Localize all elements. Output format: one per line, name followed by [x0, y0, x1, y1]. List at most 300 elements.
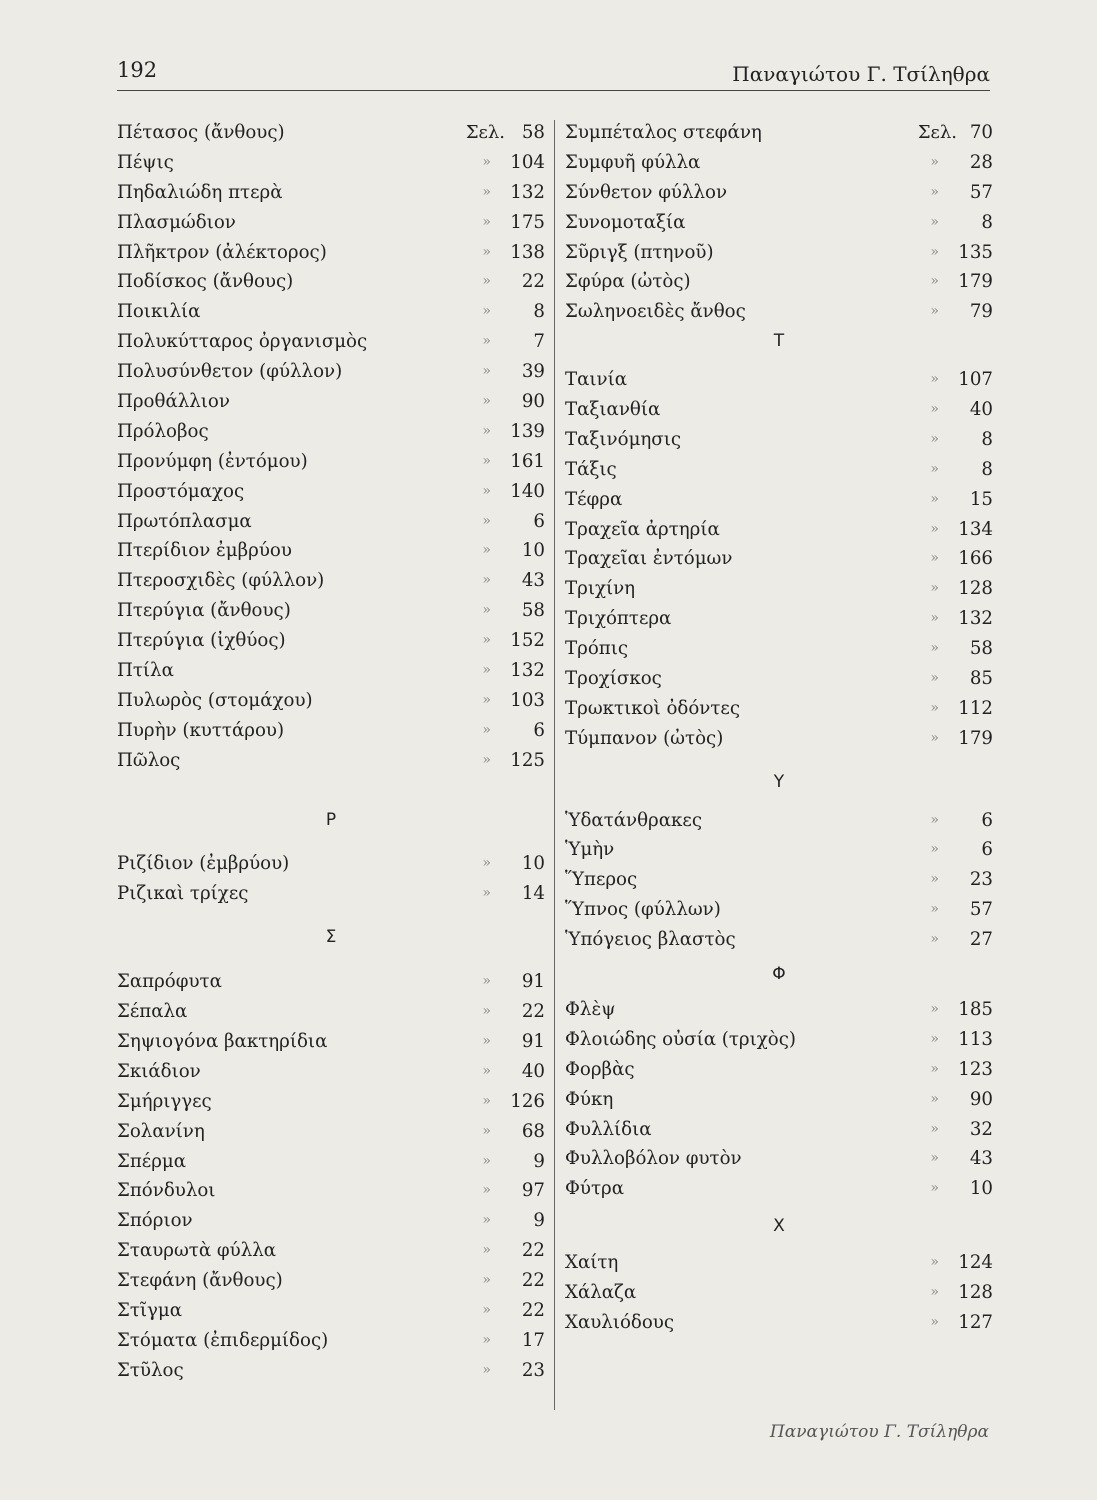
- index-entry: [117, 746, 545, 776]
- index-entry: [565, 724, 993, 754]
- ditto-mark: »: [482, 1361, 491, 1378]
- index-term: Συνομοταξία: [565, 211, 686, 233]
- ditto-mark: »: [482, 602, 491, 619]
- index-entry: [565, 694, 993, 724]
- index-entry: [565, 1144, 993, 1174]
- index-entry: [117, 1057, 545, 1087]
- page-ref-number: 91: [521, 971, 545, 993]
- ditto-mark: »: [930, 1180, 939, 1197]
- index-term: Πηδαλιώδη πτερὰ: [117, 181, 283, 203]
- index-term: Ταξιανθία: [565, 399, 661, 421]
- section-letter-rho: Ρ: [325, 809, 337, 830]
- ditto-mark: »: [930, 1254, 939, 1271]
- entry-group: [117, 118, 545, 776]
- index-entry: [117, 1356, 545, 1386]
- ditto-mark: »: [930, 841, 939, 858]
- index-entry: [117, 208, 545, 238]
- ditto-mark: »: [930, 460, 939, 477]
- page-ref-number: 97: [521, 1180, 545, 1202]
- page-ref-number: 90: [969, 1088, 993, 1110]
- index-term: Πολυκύτταρος ὀργανισμὸς: [117, 331, 368, 353]
- ditto-mark: »: [482, 213, 491, 230]
- index-term: Σκιάδιον: [117, 1060, 201, 1082]
- ditto-mark: »: [482, 482, 491, 499]
- index-entry: [117, 447, 545, 477]
- ditto-mark: »: [482, 721, 491, 738]
- page-ref-number: 39: [521, 361, 545, 383]
- index-term: Τριχόπτερα: [565, 608, 672, 630]
- ditto-mark: »: [930, 371, 939, 388]
- ditto-mark: »: [482, 542, 491, 559]
- page-ref-number: 57: [969, 181, 993, 203]
- index-term: Τρωκτικοὶ ὀδόντες: [565, 697, 741, 719]
- index-entry: [117, 1236, 545, 1266]
- index-entry: [117, 716, 545, 746]
- page-ref-number: 6: [533, 719, 545, 741]
- index-term: Προνύμφη (ἐντόμου): [117, 450, 308, 472]
- index-term: Συμφυῆ φύλλα: [565, 151, 701, 173]
- page-ref-number: 124: [958, 1252, 993, 1274]
- index-term: Πτερύγια (ἰχθύος): [117, 630, 286, 652]
- index-term: Πολυσύνθετον (φύλλον): [117, 361, 343, 383]
- ditto-mark: »: [482, 1032, 491, 1049]
- index-term: Σαπρόφυτα: [117, 971, 222, 993]
- section-letter-tau: Τ: [773, 331, 785, 352]
- ditto-mark: »: [482, 512, 491, 529]
- column-divider: [554, 120, 555, 1410]
- index-entry: [117, 596, 545, 626]
- index-term: Φλοιώδης οὐσία (τριχὸς): [565, 1028, 797, 1050]
- page-ref-number: 128: [958, 1281, 993, 1303]
- ditto-mark: »: [930, 1060, 939, 1077]
- ditto-mark: »: [482, 1003, 491, 1020]
- ditto-mark: »: [930, 640, 939, 657]
- ditto-mark: »: [930, 1090, 939, 1107]
- index-term: Σφύρα (ὠτὸς): [565, 271, 691, 293]
- index-entry: [117, 1266, 545, 1296]
- index-term: Σῦριγξ (πτηνοῦ): [565, 241, 714, 263]
- index-entry: [565, 267, 993, 297]
- index-entry: [117, 967, 545, 997]
- index-entry: [565, 865, 993, 895]
- index-entry: [117, 178, 545, 208]
- page-ref-number: 32: [969, 1118, 993, 1140]
- index-term: Ὕπνος (φύλλων): [565, 899, 721, 921]
- index-term: Σέπαλα: [117, 1001, 188, 1023]
- index-term: Ποικιλία: [117, 301, 201, 323]
- index-entry: [565, 664, 993, 694]
- index-term: Πτεροσχιδὲς (φύλλον): [117, 570, 325, 592]
- index-term: Τραχεῖαι ἐντόμων: [565, 548, 733, 570]
- ditto-mark: »: [482, 1212, 491, 1229]
- section-letter-phi: Φ: [772, 964, 786, 985]
- ditto-mark: »: [930, 931, 939, 948]
- index-term: Πλασμώδιον: [117, 211, 236, 233]
- page-ref-number: 140: [510, 480, 545, 502]
- ditto-mark: »: [482, 393, 491, 410]
- index-entry: [117, 477, 545, 507]
- index-entry: [117, 1147, 545, 1177]
- ditto-mark: »: [482, 855, 491, 872]
- index-entry: [565, 118, 993, 148]
- ditto-mark: »: [930, 610, 939, 627]
- ditto-mark: »: [930, 183, 939, 200]
- page-ref-number: 40: [521, 1060, 545, 1082]
- index-entry: [117, 1326, 545, 1356]
- page-ref-number: 22: [521, 1299, 545, 1321]
- index-term: Σπέρμα: [117, 1150, 187, 1172]
- page-ref-number: 175: [510, 211, 545, 233]
- index-term: Στεφάνη (ἄνθους): [117, 1270, 283, 1292]
- ditto-mark: »: [482, 632, 491, 649]
- ditto-mark: »: [930, 520, 939, 537]
- ditto-mark: »: [930, 901, 939, 918]
- index-term: Τέφρα: [565, 488, 623, 510]
- index-term: Ὑμὴν: [565, 839, 615, 861]
- index-term: Πτερίδιον ἐμβρύου: [117, 540, 292, 562]
- page-ref-number: 179: [958, 271, 993, 293]
- index-term: Σμήριγγες: [117, 1090, 212, 1112]
- index-entry: [117, 997, 545, 1027]
- page-ref-number: 17: [521, 1329, 545, 1351]
- ditto-mark: »: [482, 1062, 491, 1079]
- index-entry: [565, 895, 993, 925]
- page-ref-number: 6: [981, 809, 993, 831]
- index-entry: [565, 365, 993, 395]
- index-entry: [117, 686, 545, 716]
- ditto-mark: »: [482, 751, 491, 768]
- index-term: Ὕπερος: [565, 869, 638, 891]
- index-entry: [565, 238, 993, 268]
- ditto-mark: »: [482, 662, 491, 679]
- page-ref-number: 58: [521, 600, 545, 622]
- ditto-mark: »: [482, 363, 491, 380]
- index-entry: [117, 327, 545, 357]
- index-entry: [565, 604, 993, 634]
- index-entry: [117, 879, 545, 909]
- index-term: Τύμπανον (ὠτὸς): [565, 727, 724, 749]
- index-entry: [565, 1308, 993, 1338]
- index-term: Συμπέταλος στεφάνη: [565, 122, 762, 143]
- index-term: Χάλαζα: [565, 1281, 637, 1303]
- index-term: Τριχίνη: [565, 578, 636, 600]
- index-term: Φύτρα: [565, 1178, 625, 1200]
- page-header: [117, 58, 990, 91]
- page-ref-number: 91: [521, 1030, 545, 1052]
- ditto-mark: »: [482, 452, 491, 469]
- ditto-mark: »: [930, 1150, 939, 1167]
- index-entry: [117, 566, 545, 596]
- ditto-mark: »: [482, 1182, 491, 1199]
- page-ref-number: 43: [521, 570, 545, 592]
- page-ref-number: 112: [958, 697, 993, 719]
- page-ref-number: 22: [521, 1270, 545, 1292]
- ditto-mark: »: [482, 1272, 491, 1289]
- page-ref-number: 23: [521, 1359, 545, 1381]
- index-entry: [117, 1027, 545, 1057]
- index-column-right: [565, 118, 993, 1338]
- entry-group: [565, 995, 993, 1204]
- index-entry: [565, 425, 993, 455]
- page-abbrev: Σελ.: [465, 122, 505, 143]
- ditto-mark: »: [482, 333, 491, 350]
- index-term: Σολανίνη: [117, 1120, 205, 1142]
- author-signature: Παναγιώτου Γ. Τσίληθρα: [769, 1422, 989, 1442]
- index-entry: [117, 626, 545, 656]
- ditto-mark: »: [930, 729, 939, 746]
- page-ref-number: 7: [533, 331, 545, 353]
- index-term: Σωληνοειδὲς ἄνθος: [565, 301, 746, 323]
- page-ref-number: 9: [533, 1210, 545, 1232]
- page-ref-number: 135: [958, 241, 993, 263]
- page-ref-number: 40: [969, 399, 993, 421]
- index-entry: [117, 387, 545, 417]
- ditto-mark: »: [930, 153, 939, 170]
- ditto-mark: »: [930, 303, 939, 320]
- ditto-mark: »: [482, 691, 491, 708]
- entry-group: [117, 849, 545, 909]
- page-ref-number: 132: [510, 660, 545, 682]
- index-term: Σπόνδυλοι: [117, 1180, 216, 1202]
- page-ref-number: 10: [521, 853, 545, 875]
- ditto-mark: »: [482, 273, 491, 290]
- index-term: Στῦλος: [117, 1359, 184, 1381]
- ditto-mark: »: [930, 490, 939, 507]
- index-term: Ὑδατάνθρακες: [565, 809, 703, 831]
- ditto-mark: »: [482, 973, 491, 990]
- index-term: Φυλλίδια: [565, 1118, 652, 1140]
- index-entry: [565, 925, 993, 955]
- index-term: Σταυρωτὰ φύλλα: [117, 1240, 277, 1262]
- index-entry: [565, 395, 993, 425]
- page-ref-number: 132: [958, 608, 993, 630]
- entry-group: [565, 806, 993, 955]
- page-ref-number: 8: [981, 458, 993, 480]
- ditto-mark: »: [930, 871, 939, 888]
- entry-group: [565, 118, 993, 327]
- page-ref-number: 139: [510, 420, 545, 442]
- running-title: Παναγιώτου Γ. Τσίληθρα: [732, 62, 990, 86]
- page-ref-number: 103: [510, 689, 545, 711]
- ditto-mark: »: [482, 1331, 491, 1348]
- page-ref-number: 90: [521, 391, 545, 413]
- ditto-mark: »: [482, 153, 491, 170]
- page-ref-number: 152: [510, 630, 545, 652]
- page-ref-number: 134: [958, 518, 993, 540]
- index-term: Πῶλος: [117, 749, 181, 771]
- index-entry: [117, 238, 545, 268]
- index-column-left: [117, 118, 545, 1386]
- index-entry: [117, 297, 545, 327]
- page-ref-number: 79: [969, 301, 993, 323]
- index-entry: [117, 1206, 545, 1236]
- index-term: Στῖγμα: [117, 1299, 183, 1321]
- index-entry: [565, 1055, 993, 1085]
- index-term: Φυλλοβόλον φυτὸν: [565, 1148, 742, 1170]
- index-term: Στόματα (ἐπιδερμίδος): [117, 1329, 329, 1351]
- page-ref-number: 126: [510, 1090, 545, 1112]
- index-term: Τροχίσκος: [565, 668, 662, 690]
- index-entry: [565, 208, 993, 238]
- index-entry: [565, 1248, 993, 1278]
- index-entry: [117, 417, 545, 447]
- page-ref-number: 166: [958, 548, 993, 570]
- ditto-mark: »: [930, 1030, 939, 1047]
- ditto-mark: »: [930, 811, 939, 828]
- index-entry: [565, 455, 993, 485]
- page-ref-number: 85: [969, 668, 993, 690]
- index-term: Ριζίδιον (ἐμβρύου): [117, 853, 290, 875]
- index-term: Σηψιογόνα βακτηρίδια: [117, 1030, 328, 1052]
- ditto-mark: »: [482, 885, 491, 902]
- page-ref-number: 15: [969, 488, 993, 510]
- index-term: Πτερύγια (ἄνθους): [117, 600, 291, 622]
- page-ref-number: 104: [510, 151, 545, 173]
- page-ref-number: 132: [510, 181, 545, 203]
- page-ref-number: 107: [958, 369, 993, 391]
- index-entry: [117, 1176, 545, 1206]
- entry-group: [565, 365, 993, 754]
- index-entry: [565, 544, 993, 574]
- page-abbrev: Σελ.: [917, 122, 957, 143]
- ditto-mark: »: [482, 1301, 491, 1318]
- index-entry: [565, 634, 993, 664]
- ditto-mark: »: [482, 1092, 491, 1109]
- page-ref-number: 6: [533, 510, 545, 532]
- ditto-mark: »: [482, 1122, 491, 1139]
- page-ref-number: 58: [521, 122, 545, 143]
- index-entry: [117, 507, 545, 537]
- page-ref-number: 6: [981, 839, 993, 861]
- index-term: Προστόμαχος: [117, 480, 245, 502]
- index-term: Πέτασος (ἄνθους): [117, 122, 285, 143]
- index-term: Τάξις: [565, 458, 617, 480]
- section-letter-upsilon: Υ: [773, 771, 785, 792]
- page-ref-number: 22: [521, 1240, 545, 1262]
- ditto-mark: »: [930, 273, 939, 290]
- ditto-mark: »: [930, 430, 939, 447]
- ditto-mark: »: [482, 183, 491, 200]
- ditto-mark: »: [930, 580, 939, 597]
- index-term: Ριζικαὶ τρίχες: [117, 883, 249, 905]
- index-entry: [117, 118, 545, 148]
- page-ref-number: 113: [958, 1028, 993, 1050]
- index-entry: [117, 267, 545, 297]
- page-ref-number: 68: [521, 1120, 545, 1142]
- ditto-mark: »: [930, 699, 939, 716]
- index-term: Φορβὰς: [565, 1058, 635, 1080]
- section-letter-chi: Χ: [773, 1216, 785, 1237]
- index-term: Φύκη: [565, 1088, 614, 1110]
- page-ref-number: 9: [533, 1150, 545, 1172]
- index-term: Ποδίσκος (ἄνθους): [117, 271, 294, 293]
- index-term: Ὑπόγειος βλαστὸς: [565, 929, 736, 951]
- page-ref-number: 127: [958, 1311, 993, 1333]
- page-ref-number: 138: [510, 241, 545, 263]
- index-term: Σπόριον: [117, 1210, 193, 1232]
- page-ref-number: 179: [958, 727, 993, 749]
- index-entry: [565, 148, 993, 178]
- ditto-mark: »: [930, 1120, 939, 1137]
- index-term: Τρόπις: [565, 638, 629, 660]
- ditto-mark: »: [482, 243, 491, 260]
- index-entry: [565, 1025, 993, 1055]
- page-ref-number: 27: [969, 929, 993, 951]
- page-ref-number: 23: [969, 869, 993, 891]
- ditto-mark: »: [930, 550, 939, 567]
- index-term: Πρόλοβος: [117, 420, 209, 442]
- ditto-mark: »: [930, 670, 939, 687]
- page-ref-number: 10: [969, 1178, 993, 1200]
- index-entry: [565, 995, 993, 1025]
- index-term: Φλὲψ: [565, 998, 616, 1020]
- index-entry: [117, 148, 545, 178]
- index-term: Πέψις: [117, 151, 174, 173]
- page-ref-number: 8: [981, 428, 993, 450]
- index-term: Τραχεῖα ἀρτηρία: [565, 518, 720, 540]
- ditto-mark: »: [482, 1152, 491, 1169]
- page-ref-number: 14: [521, 883, 545, 905]
- page-ref-number: 125: [510, 749, 545, 771]
- index-entry: [565, 1174, 993, 1204]
- index-entry: [565, 297, 993, 327]
- page-ref-number: 185: [958, 998, 993, 1020]
- index-entry: [565, 178, 993, 208]
- index-term: Ταξινόμησις: [565, 428, 682, 450]
- entry-group: [565, 1248, 993, 1338]
- index-term: Πυρὴν (κυττάρου): [117, 719, 285, 741]
- index-entry: [565, 515, 993, 545]
- index-entry: [117, 536, 545, 566]
- index-entry: [565, 1278, 993, 1308]
- ditto-mark: »: [482, 422, 491, 439]
- page-ref-number: 28: [969, 151, 993, 173]
- ditto-mark: »: [930, 1313, 939, 1330]
- page-ref-number: 22: [521, 1001, 545, 1023]
- index-entry: [565, 1085, 993, 1115]
- index-entry: [117, 1296, 545, 1326]
- page-ref-number: 161: [510, 450, 545, 472]
- ditto-mark: »: [482, 1242, 491, 1259]
- page-ref-number: 70: [969, 122, 993, 143]
- page-number: 192: [117, 58, 158, 82]
- index-entry: [565, 574, 993, 604]
- page-ref-number: 10: [521, 540, 545, 562]
- index-entry: [117, 1087, 545, 1117]
- index-term: Ταινία: [565, 369, 628, 391]
- index-entry: [117, 849, 545, 879]
- page-ref-number: 8: [981, 211, 993, 233]
- index-term: Προθάλλιον: [117, 391, 230, 413]
- ditto-mark: »: [930, 243, 939, 260]
- ditto-mark: »: [930, 1283, 939, 1300]
- section-letter-sigma: Σ: [325, 927, 337, 948]
- index-entry: [565, 485, 993, 515]
- index-term: Πλῆκτρον (ἀλέκτορος): [117, 241, 327, 263]
- page-ref-number: 123: [958, 1058, 993, 1080]
- page-ref-number: 8: [533, 301, 545, 323]
- index-term: Σύνθετον φύλλον: [565, 181, 728, 203]
- ditto-mark: »: [930, 213, 939, 230]
- index-entry: [117, 357, 545, 387]
- index-entry: [565, 1115, 993, 1145]
- page-ref-number: 58: [969, 638, 993, 660]
- index-term: Πτίλα: [117, 660, 174, 682]
- page-ref-number: 43: [969, 1148, 993, 1170]
- ditto-mark: »: [930, 1000, 939, 1017]
- index-entry: [565, 835, 993, 865]
- page-ref-number: 128: [958, 578, 993, 600]
